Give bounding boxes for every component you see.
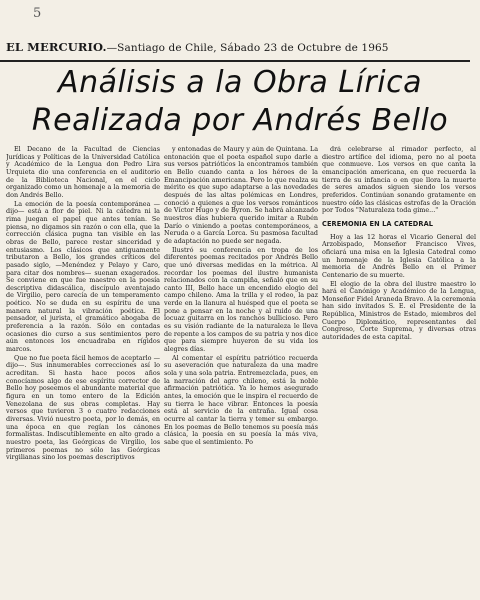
- newspaper-name: EL MERCURIO.: [6, 40, 107, 54]
- headline-line-2: Realizada por Andrés Bello: [31, 103, 449, 138]
- paragraph: El Decano de la Facultad de Ciencias Jurídicas y Políticas de la Universidad Católica y Académico de la Lengua don Pedro Lira Urquieta dio una conferencia en el auditorio de la Biblioteca Nacional, en el ciclo organizado como un homenaje a la memoria de don Andrés Bello.: [6, 146, 160, 199]
- article-body: [6, 146, 476, 596]
- section-heading: CEREMONIA EN LA CATEDRAL: [322, 219, 434, 228]
- paragraph: La emoción de la poesía contemporánea —dijo— está a flor de piel. Ni la cátedra ni la rima juegan el papel que antes tenían. Se piensa, no digamos sin razón o con ella, que la corrección clásica pugna tan visible en las obras de Bello, parece restar sinceridad y entusiasmo. Los clásicos que antiguamente tributaron a Bello, los grandes críticos del pasado siglo, —Menéndez y Pelayo y Caro, para citar dos nombres— suenan exagerados. Se conviene en que fue maestro en la poesía descriptiva didascálica, discípulo aventajado de Virgilio, pero carecía de un temperamento poético. No se duda en su espíritu de una manera natural la vibración poética. El pensador, el jurista, el gramático abogaba de preferencia a la razón. Sólo en contadas ocasiones dio curso a sus sentimientos pero aún entonces los encuadraba en rígidos marcos.: [6, 199, 160, 354]
- paragraph: Que no fue poeta fácil hemos de aceptarlo —dijo—. Sus innumerables correcciones así lo acreditan. Si hasta hace pocos años conocíamos algo de ese espíritu corrector de Bello hoy poseemos el abundante material que figura en un tomo entero de la Edición Venezolana de sus obras completas. Hay versos que tuvieron 3 o cuatro redacciones diversas. Vivió nuestro poeta, por lo demás, en una época en que regían los cánones formalistas. Indiscutiblemente en alto grado a nuestro poeta, las Geórgicas de Virgilio, los primeros poemas no sólo las Geórgicas virgilianas sino los poemas descriptivos: [6, 353, 160, 462]
- paragraph: Al comentar el espíritu patriótico recuerda su aseveración que naturaleza da una madre sola y una sola patria. Entremezclada, pues, en la narración del agro chileno, está la noble afirmación patriótica. Ya lo hemos asegurado antes, la emoción que le inspira el recuerdo de su tierra le hace vibrar. Entonces la poesía está al servicio de la entraña. Igual cosa ocurre al cantar la tierra y temer su embargo. En los poemas de Bello tenemos su poesía más clásica, la poesía en su poesía la más viva, sabe que el sentimiento. Po: [164, 353, 318, 446]
- column-2: [164, 146, 318, 596]
- headline-line-1: Análisis a la Obra Lírica: [58, 65, 422, 100]
- paragraph: Ilustró su conferencia en tropa de los diferentes poemas recitados por Andrés Bello que unó diversas medidas en la métrica. Al recordar los poemas del ilustre humanista relacionados con la campiña, señaló que en su canto III, Bello hace un encendido elogio del campo chileno. Ama la trilla y el rodeo, la paz verde en la llanura al huésped que el poeta se pone a pensar en la noche y al ruido de una locuaz guitarra en los ranchos bullicioso. Pero es su visión radiante de la naturaleza le lleva de repente a los campos de su patria y nos dice que para siempre huyeron de su vida los alegres días.: [164, 245, 318, 354]
- paragraph: drá celebrarse al rimador perfecto, al diestro artífice del idioma, pero no al poeta que conmueve. Los versos en que canta la emancipación americana, en que recuerda la tierra de su infancia o en que llora la muerte de seres amados siguen siendo los versos preferidos. Continúan sonando gratamente en nuestro oído las clásicas estrofas de la Oración por Todos "Naturaleza toda gime...": [322, 146, 476, 215]
- paragraph: Hoy a las 12 horas el Vicario General del Arzobispado, Monseñor Francisco Vives, oficiará una misa en la Iglesia Catedral como un homenaje de la Iglesia Católica a la memoria de Andrés Bello en el Primer Centenario de su muerte.: [322, 232, 476, 279]
- header-rule: [0, 60, 470, 62]
- date-text: —Santiago de Chile, Sábado 23 de Octubre de 1965: [106, 42, 389, 54]
- column-1: [6, 146, 160, 596]
- page-number-mark: 5: [33, 6, 42, 21]
- paragraph: El elogio de la obra del ilustre maestro lo hará el Canónigo y Académico de la Lengua, Monseñor Fidel Araneda Bravo. A la ceremonia han sido invitados S. E. el Presidente de la República, Ministros de Estado, miembros del Cuerpo Diplomático, representantes del Congreso, Corte Suprema, y diversas otras autoridades de esta capital.: [322, 279, 476, 342]
- column-3: [322, 146, 476, 596]
- headline: [30, 64, 450, 140]
- dateline: [6, 40, 466, 54]
- paragraph: y entonadas de Maury y aún de Quintana. La entonación que el poeta español supo darle a sus versos patrióticos la encontramos también en Bello cuando canta a los héroes de la Emancipación americana. Pero lo que realza su mérito es que supo adaptarse a las novedades después de las altas polémicas en Londres, conoció a quienes a que los versos románticos de Víctor Hugo y de Byron. Se habrá alcanzado nuestros días hubiera querido imitar a Rubén Darío o viniendo a poetas contemporáneos, a Neruda o a García Lorca. Su pasmosa facultad de adaptación no puede ser negada.: [164, 146, 318, 245]
